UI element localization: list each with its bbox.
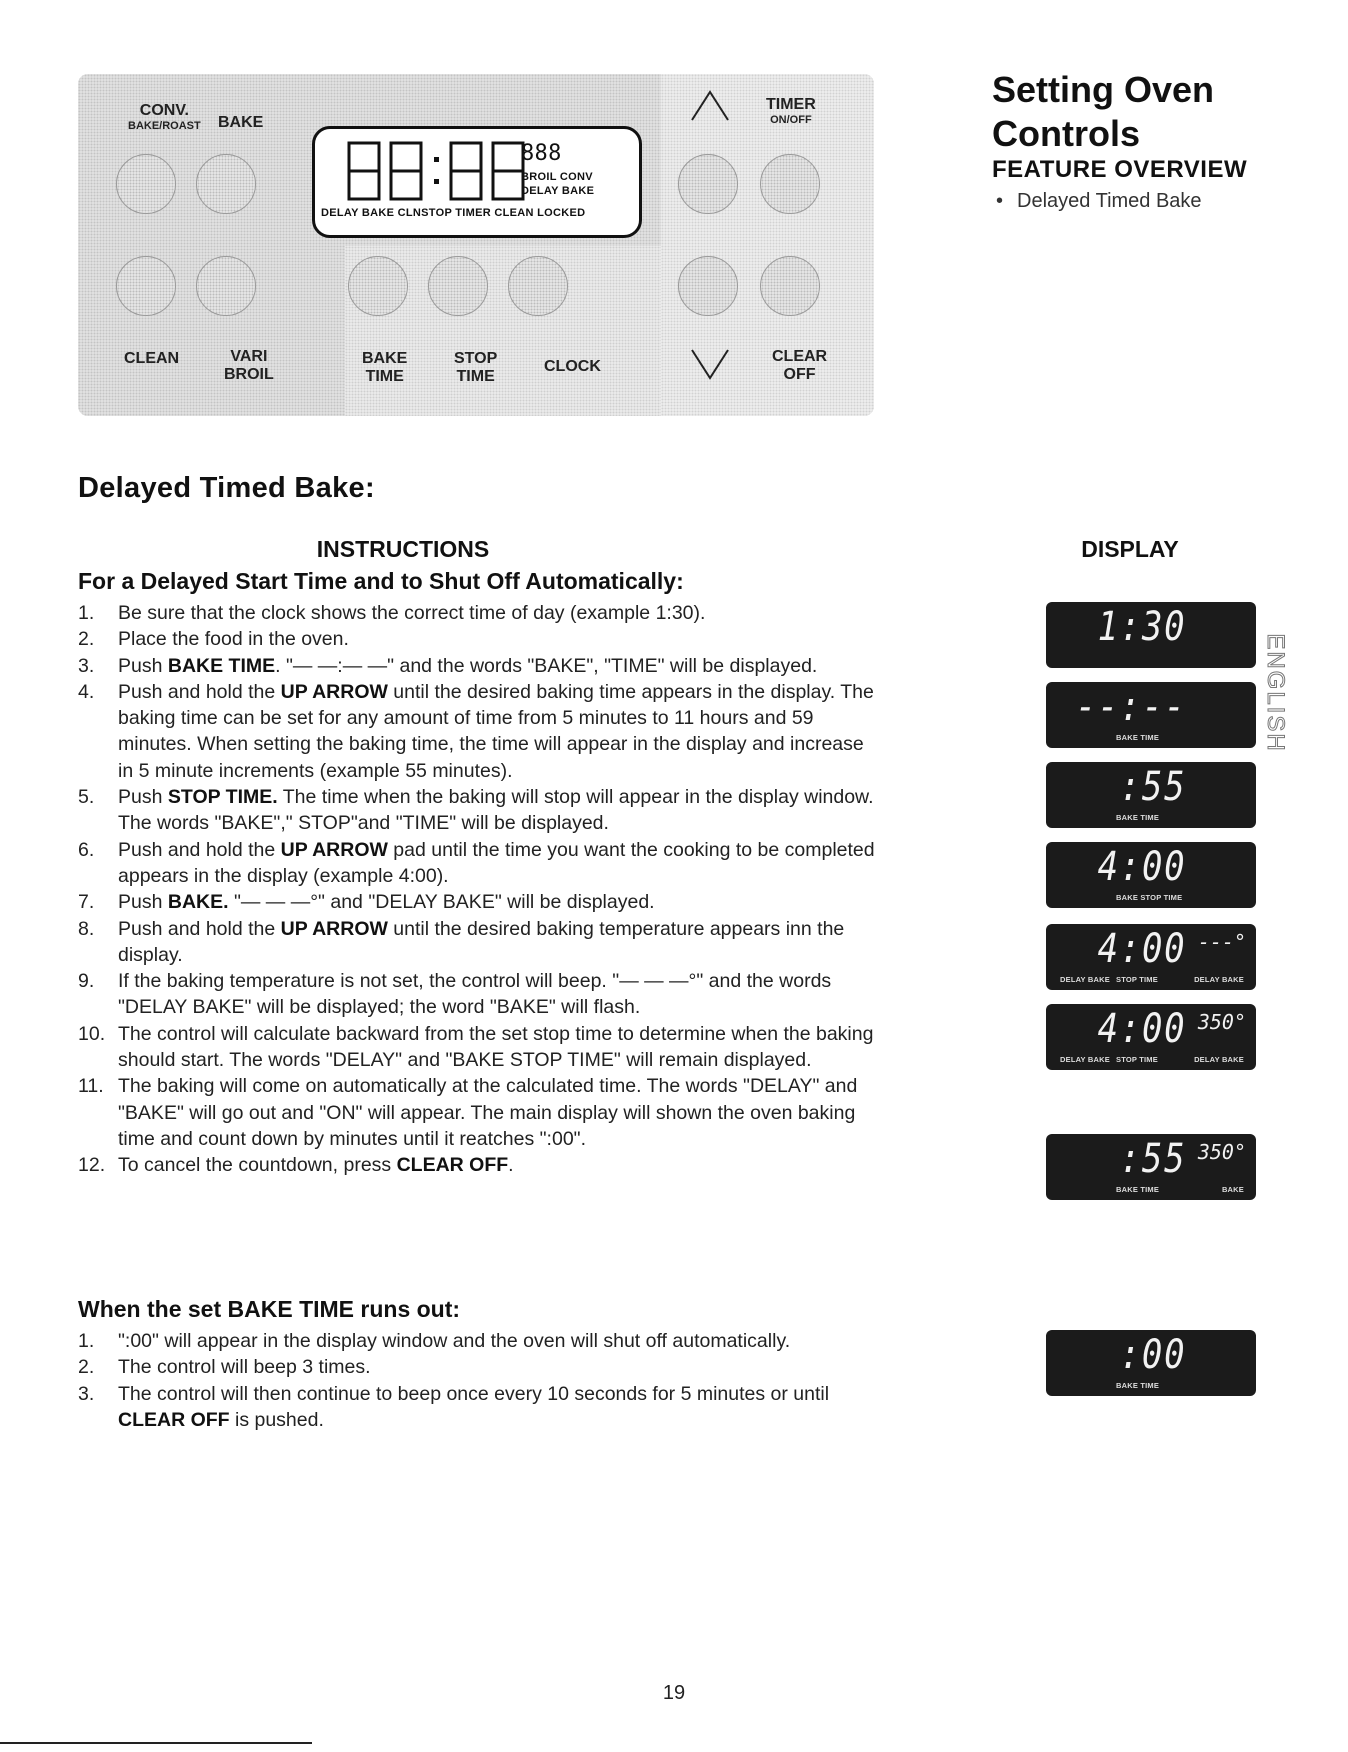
up-arrow-button[interactable]	[678, 154, 738, 214]
display-indicator-mid: STOP TIME	[1116, 1055, 1158, 1064]
display-indicator-mid: BAKE TIME	[1116, 1381, 1160, 1390]
instruction-step-item	[78, 600, 878, 626]
lcd-digits-icon	[343, 137, 533, 207]
bake-time-button[interactable]	[348, 256, 408, 316]
runout-step-number: 3.	[78, 1382, 95, 1405]
oven-control-panel	[78, 74, 874, 416]
instruction-step-item	[78, 626, 878, 652]
instruction-steps-list	[78, 600, 878, 1179]
lcd-row-broil-conv: BROIL CONV	[521, 171, 593, 183]
step-text-part: .	[508, 1154, 514, 1177]
step-text-bold: STOP TIME.	[167, 786, 278, 809]
instruction-step-text	[118, 1073, 878, 1152]
instruction-step-number: 3.	[78, 654, 95, 677]
instruction-step-text	[118, 626, 878, 652]
runout-step-text	[118, 1328, 878, 1354]
instruction-step-item	[78, 916, 878, 969]
display-indicator-mid: BAKE TIME	[1116, 733, 1160, 742]
instruction-step-item	[78, 1073, 878, 1152]
lcd-temp-digits: 888	[521, 141, 562, 166]
step-text-part: If the baking temperature is not set, the control will beep. "— — —°" and the words "DELAY BAKE" will be displayed; the word "BAKE" will flash.	[118, 970, 832, 1019]
display-example	[1046, 1134, 1256, 1200]
runout-step-text	[118, 1381, 878, 1434]
feature-overview-heading: FEATURE OVERVIEW	[992, 156, 1248, 183]
instruction-step-number: 4.	[78, 680, 95, 703]
display-temp-readout: 350°	[1197, 1140, 1246, 1164]
display-main-readout: --:--	[1075, 684, 1186, 730]
step-text-bold: CLEAR OFF	[118, 1408, 230, 1431]
stop-time-button[interactable]	[428, 256, 488, 316]
step-text-part: Push	[118, 891, 168, 914]
instruction-step-item	[78, 1021, 878, 1074]
page-number: 19	[662, 1682, 686, 1704]
instruction-step-text	[118, 916, 878, 969]
lcd-row-delay-bake: DELAY BAKE	[521, 185, 595, 197]
bake-label: BAKE	[218, 114, 264, 131]
clear-off-button[interactable]	[760, 256, 820, 316]
step-text-part: The control will then continue to beep once every 10 seconds for 5 minutes or until	[118, 1382, 830, 1405]
conv-bake-roast-button[interactable]	[116, 154, 176, 214]
clean-label: CLEAN	[124, 350, 180, 367]
instruction-step-item	[78, 653, 878, 679]
step-text-part: To cancel the countdown, press	[118, 1154, 397, 1177]
step-text-bold: BAKE.	[167, 891, 229, 914]
display-indicator-left: DELAY BAKE	[1060, 975, 1110, 984]
instruction-step-item	[78, 889, 878, 915]
instruction-step-text	[118, 600, 878, 626]
step-text-part: Be sure that the clock shows the correct time of day (example 1:30).	[118, 602, 706, 624]
instruction-step-number: 2.	[78, 628, 95, 651]
instruction-step-number: 9.	[78, 970, 95, 993]
display-indicator-right: DELAY BAKE	[1194, 975, 1244, 984]
instruction-step-number: 10.	[78, 1022, 106, 1045]
up-arrow-icon	[690, 88, 730, 122]
timer-label: TIMER ON/OFF	[766, 96, 816, 126]
step-text-part: is pushed.	[229, 1408, 324, 1431]
stop-time-label: STOP TIME	[454, 350, 498, 385]
display-example	[1046, 842, 1256, 908]
instruction-step-text	[118, 679, 878, 784]
display-indicator-mid: BAKE STOP TIME	[1116, 893, 1183, 902]
step-text-part: Push and hold the	[118, 917, 281, 940]
display-example	[1046, 762, 1256, 828]
lcd-row-status: DELAY BAKE CLNSTOP TIMER CLEAN LOCKED	[321, 207, 586, 219]
bottom-rule	[0, 1742, 312, 1744]
step-text-part: Push	[118, 786, 168, 809]
step-text-part: pad until the time you want the cooking to be completed appears in the display (example 4:00).	[118, 838, 875, 887]
instruction-step-text	[118, 1152, 878, 1178]
instruction-step-number: 7.	[78, 891, 95, 914]
instruction-step-text	[118, 889, 878, 915]
step-text-part: until the desired baking time appears in the display. The baking time can be set for any amount of time from 5 minutes to 11 hours and 59 minutes. When setting the baking time, the time will appear in the display and increase in 5 minute increments (example 55 minutes).	[118, 680, 874, 782]
display-indicator-mid: STOP TIME	[1116, 975, 1158, 984]
step-text-bold: CLEAR OFF	[396, 1154, 509, 1177]
instructions-heading: INSTRUCTIONS	[316, 536, 490, 562]
instruction-step-text	[118, 653, 878, 679]
instruction-step-number: 5.	[78, 786, 95, 809]
display-indicator-mid: BAKE TIME	[1116, 1185, 1160, 1194]
display-main-readout: 4:00	[1097, 844, 1186, 890]
display-main-readout: 4:00	[1097, 1006, 1186, 1052]
step-text-bold: UP ARROW	[280, 838, 388, 861]
step-text-part: Push and hold the	[118, 680, 281, 703]
display-indicator-right: BAKE	[1221, 1185, 1244, 1194]
runout-step-number: 1.	[78, 1330, 95, 1352]
runout-step-item	[78, 1354, 878, 1380]
instruction-step-number: 12.	[78, 1154, 106, 1177]
display-temp-readout: ---°	[1197, 930, 1246, 954]
instruction-step-text	[118, 1021, 878, 1074]
step-text-bold: UP ARROW	[280, 917, 388, 940]
step-text-bold: UP ARROW	[280, 680, 388, 703]
display-main-readout: 4:00	[1097, 926, 1186, 972]
page-title: Setting Oven Controls	[992, 69, 1215, 154]
clear-off-label: CLEAR OFF	[772, 348, 828, 383]
step-text-part: "— — —°" and "DELAY BAKE" will be displayed.	[228, 891, 655, 914]
bullet-icon: •	[996, 190, 1004, 212]
instruction-step-item	[78, 1152, 878, 1178]
clean-button[interactable]	[116, 256, 176, 316]
timer-on-off-button[interactable]	[760, 154, 820, 214]
down-arrow-icon	[690, 348, 730, 382]
step-text-part: until the desired baking temperature appears inn the display.	[118, 917, 845, 966]
runout-step-text	[118, 1354, 878, 1380]
instruction-step-item	[78, 679, 878, 784]
runout-step-item	[78, 1381, 878, 1434]
runout-step-number: 2.	[78, 1356, 95, 1379]
step-text-part: Push and hold the	[118, 838, 281, 861]
instruction-step-item	[78, 784, 878, 837]
panel-lcd-display	[312, 126, 642, 238]
step-text-part: Push	[118, 654, 168, 677]
runout-steps-list	[78, 1328, 878, 1433]
display-main-readout: :55	[1119, 764, 1186, 810]
step-text-part: Place the food in the oven.	[118, 628, 349, 651]
instruction-step-number: 11.	[78, 1075, 104, 1098]
display-indicator-left: DELAY BAKE	[1060, 1055, 1110, 1064]
bake-button[interactable]	[196, 154, 256, 214]
display-example	[1046, 924, 1256, 990]
instruction-step-number: 6.	[78, 838, 95, 861]
display-main-readout: 1:30	[1097, 604, 1186, 650]
step-text-part: The time when the baking will stop will appear in the display window. The words "BAKE"," STOP"and "TIME" will be displayed.	[118, 786, 874, 835]
display-indicator-right: DELAY BAKE	[1194, 1055, 1244, 1064]
instruction-step-text	[118, 784, 878, 837]
display-indicator-mid: BAKE TIME	[1116, 813, 1160, 822]
instruction-step-text	[118, 968, 878, 1021]
display-main-readout: :00	[1119, 1332, 1186, 1378]
step-text-part: The baking will come on automatically at the calculated time. The words "DELAY" and "BAKE" will go out and "ON" will appear. The main display will shown the oven baking time and count down by minutes until it reatches ":00".	[118, 1075, 858, 1150]
step-text-part: . "— —:— —" and the words "BAKE", "TIME" will be displayed.	[275, 654, 818, 677]
vari-broil-label: VARI BROIL	[224, 348, 274, 383]
delayed-start-subheading: For a Delayed Start Time and to Shut Off Automatically:	[78, 568, 684, 594]
display-example	[1046, 602, 1256, 668]
instruction-step-item	[78, 837, 878, 890]
clock-button[interactable]	[508, 256, 568, 316]
step-text-part: The control will beep 3 times.	[118, 1356, 371, 1379]
display-main-readout: :55	[1119, 1136, 1186, 1182]
display-example	[1046, 1330, 1256, 1396]
down-arrow-button[interactable]	[678, 256, 738, 316]
vari-broil-button[interactable]	[196, 256, 256, 316]
display-example	[1046, 682, 1256, 748]
bake-time-label: BAKE TIME	[362, 350, 408, 385]
instruction-step-number: 8.	[78, 917, 95, 940]
section-title: Delayed Timed Bake:	[78, 472, 375, 504]
step-text-part: The control will calculate backward from the set stop time to determine when the baking should start. The words "DELAY" and "BAKE STOP TIME" will remain displayed.	[118, 1022, 874, 1072]
clock-label: CLOCK	[544, 358, 601, 375]
instruction-step-number: 1.	[78, 602, 95, 624]
runout-subheading: When the set BAKE TIME runs out:	[78, 1296, 461, 1322]
display-temp-readout: 350°	[1197, 1010, 1246, 1034]
instruction-step-text	[118, 837, 878, 890]
language-tab: ENGLISH	[1262, 633, 1289, 753]
instruction-step-item	[78, 968, 878, 1021]
step-text-part: ":00" will appear in the display window and the oven will shut off automatically.	[118, 1330, 791, 1352]
runout-step-item	[78, 1328, 878, 1354]
display-heading: DISPLAY	[1081, 536, 1179, 562]
conv-label: CONV. BAKE/ROAST	[128, 102, 201, 132]
feature-overview-item: • Delayed Timed Bake	[996, 190, 1202, 212]
display-example	[1046, 1004, 1256, 1070]
step-text-bold: BAKE TIME	[167, 654, 276, 677]
